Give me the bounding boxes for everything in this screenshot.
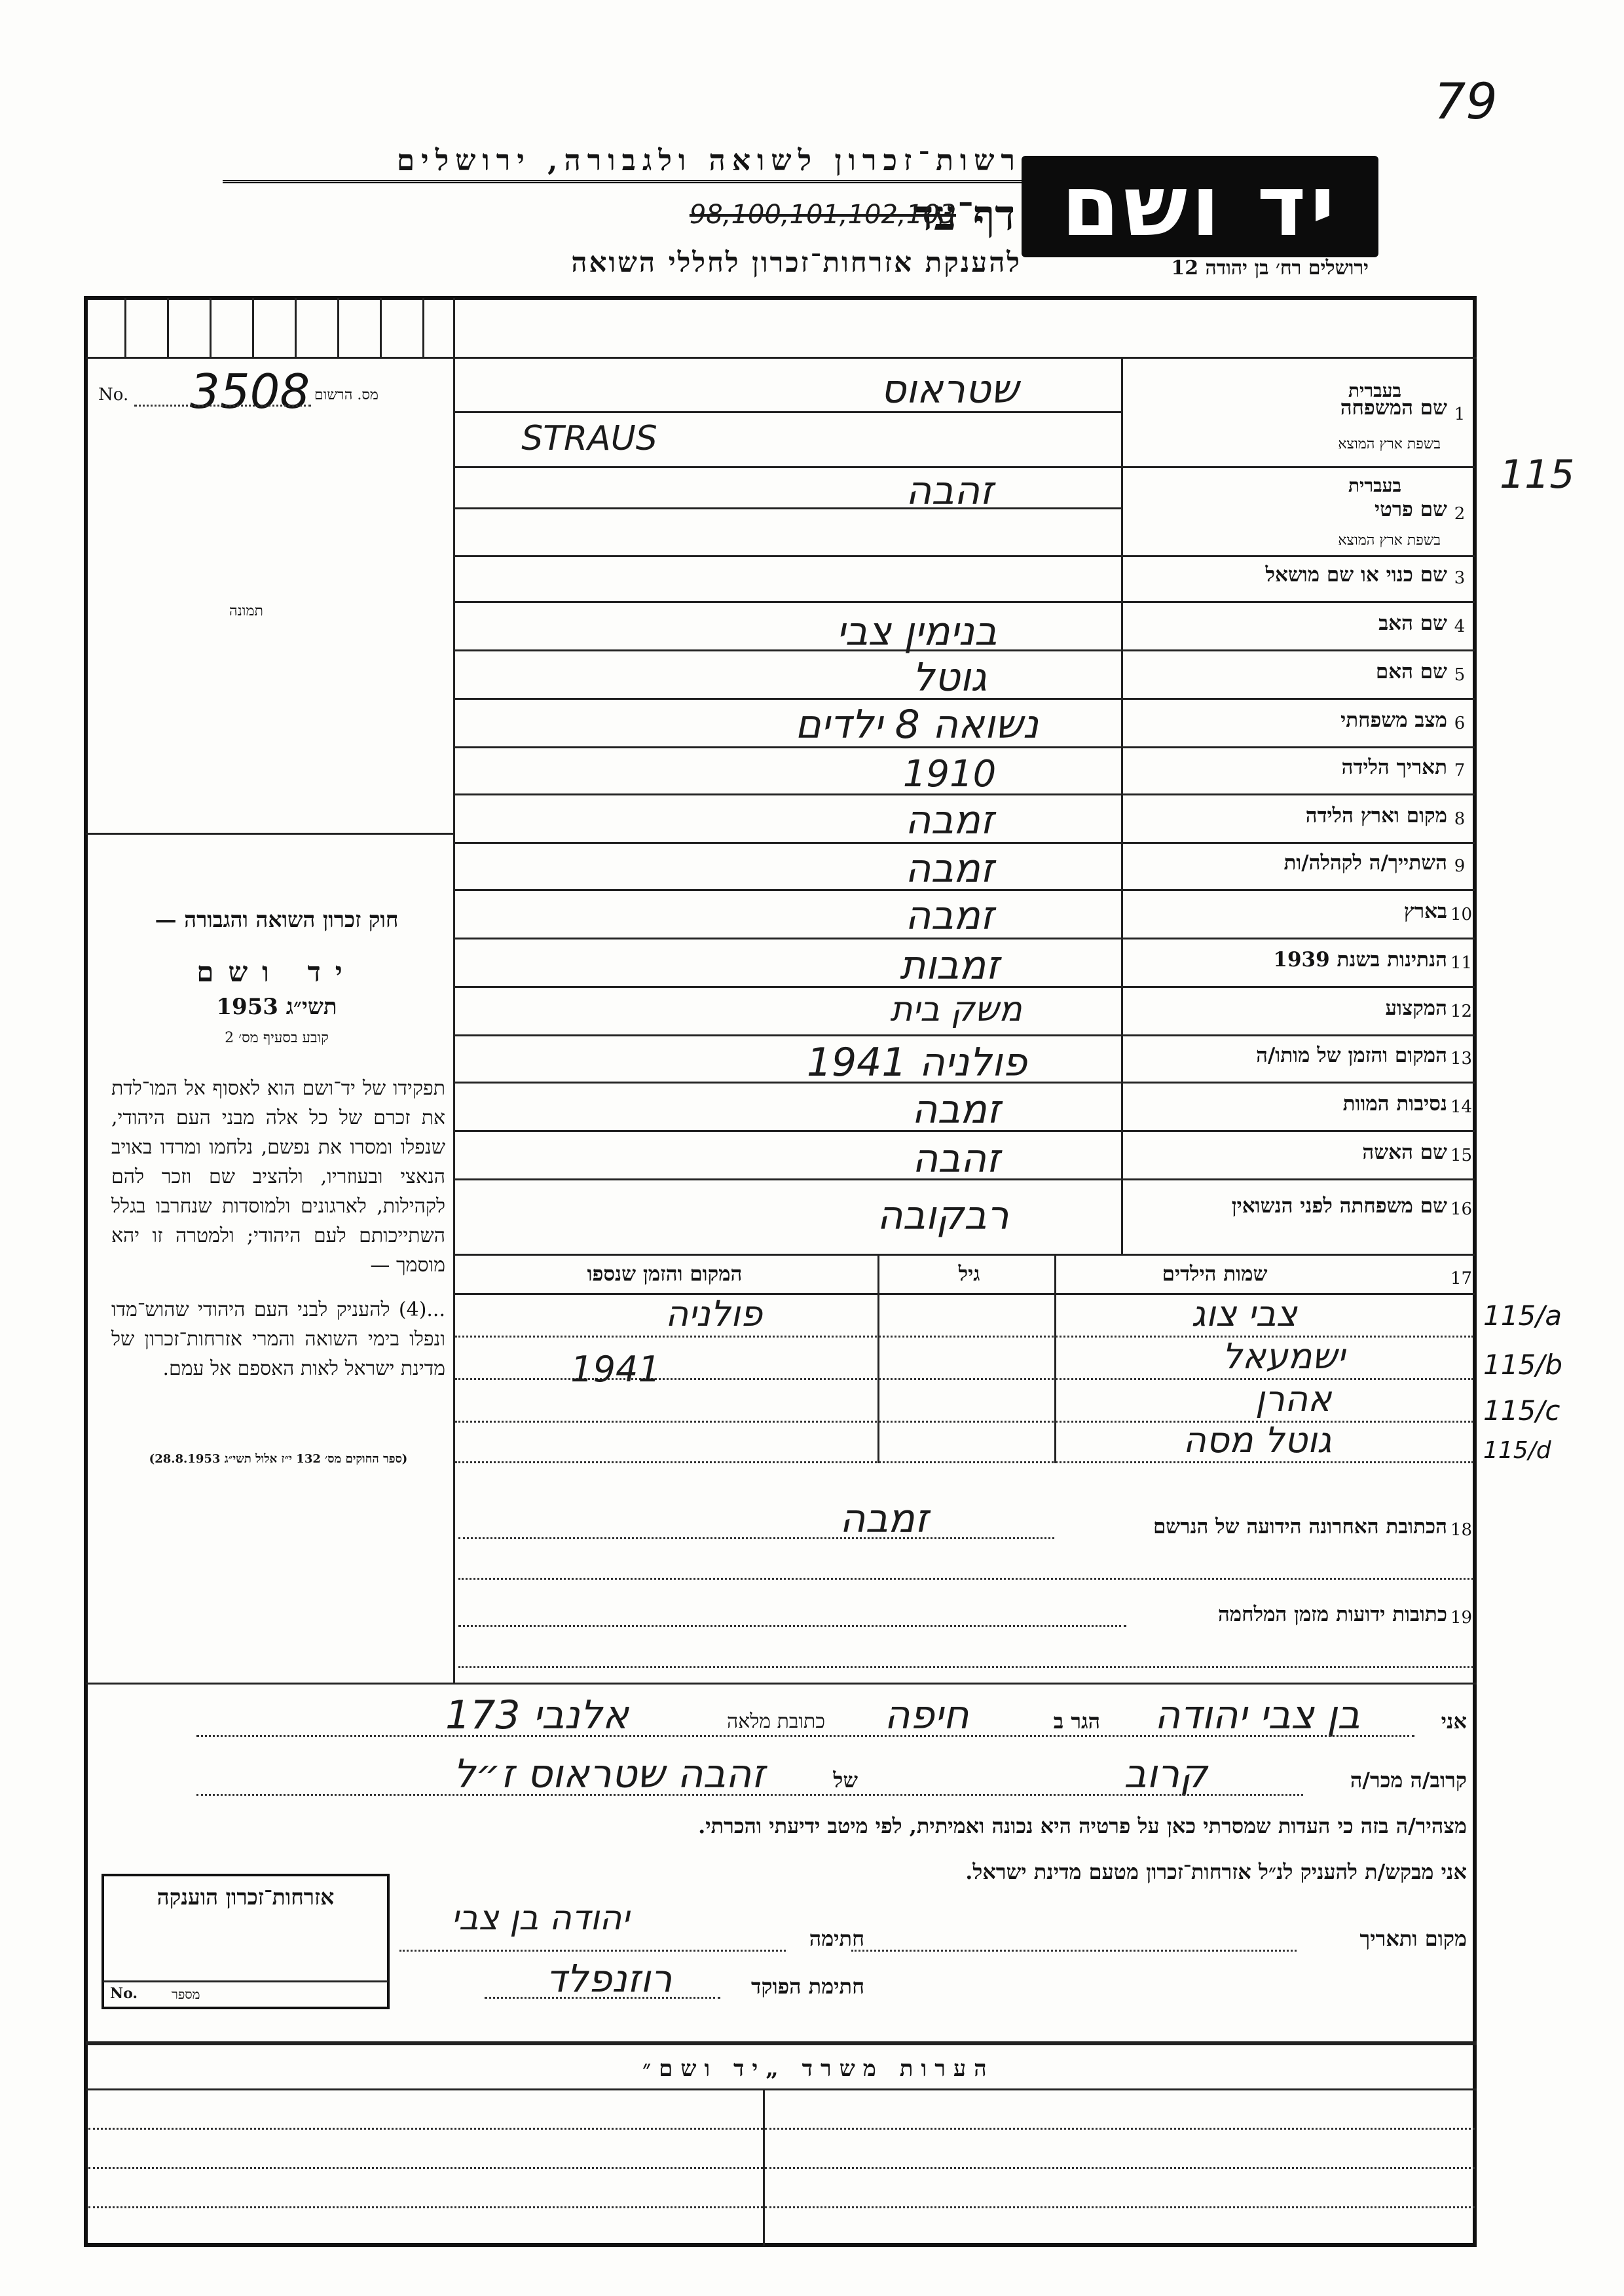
child-code: 115/b [1483, 1349, 1562, 1381]
field-label-marital-status: מצב משפחתי [1340, 708, 1447, 732]
registration-no-label: No. [98, 385, 129, 405]
decl-signature: יהודה בן צבי [451, 1899, 629, 1938]
field-number: 15 [1450, 1146, 1473, 1165]
field-label-citizenship-1939: הנתינות בשנת 1939 [1273, 948, 1447, 972]
field-number: 6 [1454, 714, 1466, 733]
field-number: 17 [1450, 1269, 1473, 1288]
page-number: 79 [1434, 72, 1498, 130]
col-children-names: שמות הילדים [1162, 1262, 1268, 1286]
strip-divider [167, 298, 169, 357]
children-death-place: פולניה [665, 1293, 763, 1334]
strip-divider [295, 298, 297, 357]
remarks-dots [765, 2206, 1475, 2208]
strip-divider [337, 298, 339, 357]
decl-victim-name: זהבה שטראוס ז״ל [452, 1751, 766, 1797]
value-family-name-hebrew: שטראוס [880, 367, 1019, 412]
field-number: 5 [1454, 665, 1466, 685]
field-number: 9 [1454, 856, 1466, 876]
children-col-divider [877, 1254, 879, 1463]
decl-place-date-label: מקום ותאריך [1359, 1926, 1467, 1951]
row-line [453, 601, 1475, 603]
field-dots [458, 1666, 1473, 1668]
field-number: 18 [1450, 1520, 1473, 1540]
value-birth-date: 1910 [902, 753, 997, 795]
section-divider [86, 1683, 1477, 1685]
field-number: 8 [1454, 809, 1466, 829]
field-dots [458, 1625, 1126, 1627]
org-name: רשות־זכרון לשואה ולגבורה, ירושלים [223, 144, 1022, 183]
field-number: 1 [1454, 405, 1466, 424]
decl-dots [399, 1950, 786, 1952]
strip-divider [210, 298, 212, 357]
value-community: זמבה [905, 846, 994, 892]
field-number: 16 [1450, 1199, 1473, 1219]
remarks-top-line [86, 2041, 1477, 2045]
value-country: זמבה [905, 893, 994, 939]
field-number: 2 [1454, 504, 1466, 524]
sheet-title: דף־עד [913, 191, 1015, 240]
stamp-line [103, 1980, 388, 1982]
law-clause: קובע בסעיף מס׳ 2 [225, 1030, 329, 1046]
law-year: תשי״ג 1953 [216, 994, 337, 1020]
child-name: אהרן [1255, 1378, 1332, 1419]
field-label-birth-date: תאריך הלידה [1341, 756, 1447, 779]
children-col-divider [1054, 1254, 1056, 1463]
left-column-split [86, 833, 454, 835]
value-maiden-name: רבקובה [877, 1193, 1009, 1239]
remarks-title: הערות משרד „יד ושם״ [642, 2056, 995, 2082]
remarks-dots [765, 2128, 1475, 2130]
value-last-address: זמבה [840, 1496, 929, 1542]
field-number: 3 [1454, 568, 1466, 588]
field-label-wife-name: שם האשה [1362, 1140, 1447, 1164]
col-children-place-time: המקום והזמן שנספו [587, 1262, 743, 1286]
value-mother-name: גוטל [912, 655, 987, 701]
decl-request: אני מבקש/ת להעניק לנ״ל אזרחות־זכרון מטעם מדינת ישראל. [965, 1859, 1467, 1884]
law-name: יד ושם [196, 956, 357, 988]
remarks-dots [88, 2128, 763, 2130]
sheet-subtitle: להענקת אזרחות־זכרון לחללי השואה [571, 246, 1022, 278]
value-marital-status: נשואה 8 ילדים [794, 702, 1039, 748]
child-name: צבי צוג [1191, 1293, 1297, 1334]
value-father-name: בנימין צבי [836, 609, 997, 655]
child-code: 115/c [1483, 1394, 1560, 1427]
strip-divider [422, 298, 424, 357]
child-code: 115/d [1483, 1437, 1551, 1464]
value-first-name-hebrew: זהבה [906, 468, 993, 514]
row-line [453, 1254, 1475, 1256]
field-number: 4 [1454, 617, 1466, 636]
field-number: 19 [1450, 1608, 1473, 1628]
field-sub-origin: בשפת ארץ המוצא [1338, 532, 1441, 549]
strip-divider [124, 298, 126, 357]
value-citizenship-1939: זמבות [900, 943, 999, 989]
remarks-dots [88, 2206, 763, 2208]
value-death-circumstances: זמבה [912, 1087, 1001, 1133]
child-name: ישמעאל [1222, 1336, 1345, 1377]
decl-ani: אני [1441, 1709, 1467, 1734]
value-wife-name: זהבה [912, 1136, 1000, 1182]
photo-label: תמונה [229, 603, 263, 619]
label-column-divider [1121, 357, 1123, 1254]
field-label-birth-place: מקום וארץ הלידה [1305, 804, 1447, 828]
logo-address: ירושלים רח׳ בן יהודה 12 [1171, 257, 1369, 280]
field-number: 11 [1450, 953, 1473, 973]
decl-witness-name: בן צבי יהודה [1154, 1692, 1360, 1738]
field-sub-hebrew: בעברית [1348, 380, 1401, 401]
stamp-no-label: No. [110, 1985, 138, 2002]
field-label-maiden-name: שם משפחתה לפני הנשואין [1231, 1194, 1447, 1218]
decl-shel: של [833, 1768, 858, 1793]
remarks-dots [765, 2167, 1475, 2169]
decl-relative-label: קרוב/ה מכר/ה [1350, 1768, 1467, 1793]
child-name: גוטל מסה [1183, 1419, 1332, 1461]
field-number: 12 [1450, 1002, 1473, 1021]
decl-signature-label: חתימה [809, 1926, 864, 1951]
field-number: 13 [1450, 1049, 1473, 1068]
field-label-death-circumstances: נסיבות המוות [1342, 1092, 1447, 1116]
field-label-mother-name: שם האם [1375, 660, 1447, 683]
value-birth-place: זמבה [905, 797, 994, 843]
registration-dots [134, 405, 311, 407]
field-number: 14 [1450, 1097, 1473, 1117]
row-line [453, 357, 1475, 359]
yad-vashem-logo [1022, 156, 1378, 257]
children-row-dots [455, 1461, 1473, 1463]
field-sub-origin: בשפת ארץ המוצא [1338, 436, 1441, 452]
decl-dots [851, 1950, 1297, 1952]
decl-relation: קרוב [1124, 1751, 1208, 1797]
decl-witness-address: אלנבי 173 [445, 1692, 629, 1738]
strip-divider [252, 298, 254, 357]
row-line [453, 555, 1475, 557]
field-label-family-name: שם המשפחה [1340, 396, 1447, 420]
field-label-nickname: שם כנוי או שם מושאל [1265, 563, 1447, 587]
field-label-father-name: שם האב [1378, 611, 1447, 635]
law-paragraph: ...(4) להעניק לבני העם היהודי שהוש־מדו ונפלו בימי השואה והמרי אזרחות־זכרון של מדינת ישראל לאות האספם אל עמם. [111, 1298, 445, 1380]
decl-witness-city: חיפה [884, 1692, 969, 1738]
field-label-community: השתייך/ה לקהלה/ות [1283, 851, 1447, 875]
registration-number: 3508 [190, 364, 310, 419]
field-label-first-name: שם פרטי [1374, 498, 1447, 521]
decl-officer-signature: רוזנפלד [545, 1956, 673, 2001]
field-sub-hebrew: בעברית [1348, 475, 1401, 496]
col-children-age: גיל [958, 1262, 980, 1286]
decl-address-label: כתובת מלאה [727, 1710, 825, 1733]
logo-text: יד ושם [1061, 158, 1339, 255]
decl-gar-b: הגר ב [1053, 1709, 1100, 1734]
decl-dots [196, 1794, 1303, 1796]
margin-note: 115 [1500, 452, 1575, 498]
value-family-name-origin: STRAUS [521, 419, 657, 458]
value-death-place-time: פולניה 1941 [806, 1040, 1027, 1085]
field-label-war-addresses: כתובות ידועות מזמן המלחמה [1217, 1603, 1447, 1626]
field-label-profession: המקצוע [1385, 996, 1447, 1020]
field-number: 7 [1454, 761, 1466, 780]
left-column-divider [453, 298, 455, 1683]
stamp-number-label: מספר [172, 1986, 200, 2002]
remarks-line [86, 2088, 1477, 2090]
law-footnote: (ספר החוקים מס׳ 132 י״ז אלול תשי״ג 28.8.1953) [149, 1452, 408, 1466]
field-label-country: בארץ [1403, 900, 1447, 923]
field-label-last-address: הכתובת האחרונה הידועה של הנרשם [1153, 1515, 1447, 1539]
sheet-ref-handwritten: 98,100,101,102,103 [689, 200, 956, 230]
strip-divider [380, 298, 382, 357]
law-paragraph: תפקידו של יד־ושם הוא לאסוף אל המו־לדת את זכרם של כל אלה מבני העם היהודי, שנפלו ומסרו את נפשם, נלחמו ומרדו באויב הנאצי ובעוזריו, ולהציב שם וזכר להם לקהילות, לארגונים ולמוסדות שנחרבו בגלל השתייכותם לעם היהודי; ולמטרה זו יהא מוסמך — [111, 1077, 445, 1277]
field-label-death-place-time: המקום והזמן של מותו/ה [1256, 1044, 1447, 1067]
value-profession: משק בית [890, 990, 1022, 1029]
decl-officer-label: חתימת הפוקד [751, 1974, 864, 1999]
field-number: 10 [1450, 905, 1473, 924]
decl-dots [196, 1735, 1414, 1737]
stamp-title: אזרחות־זכרון הוענקה [157, 1884, 335, 1910]
child-code: 115/a [1483, 1300, 1562, 1332]
decl-statement: מצהיר/ה בזה כי העדות שמסרתי כאן על פרטיה היא נכונה ואמיתית, לפי מיטב ידיעתי והכרתי. [698, 1813, 1467, 1838]
row-line [453, 1034, 1475, 1036]
remarks-dots [88, 2167, 763, 2169]
registration-label: מס. הרשום [314, 387, 378, 403]
field-dots [458, 1578, 1473, 1580]
law-title: חוק זכרון השואה והגבורה — [155, 907, 399, 932]
children-death-time: 1941 [570, 1349, 661, 1390]
